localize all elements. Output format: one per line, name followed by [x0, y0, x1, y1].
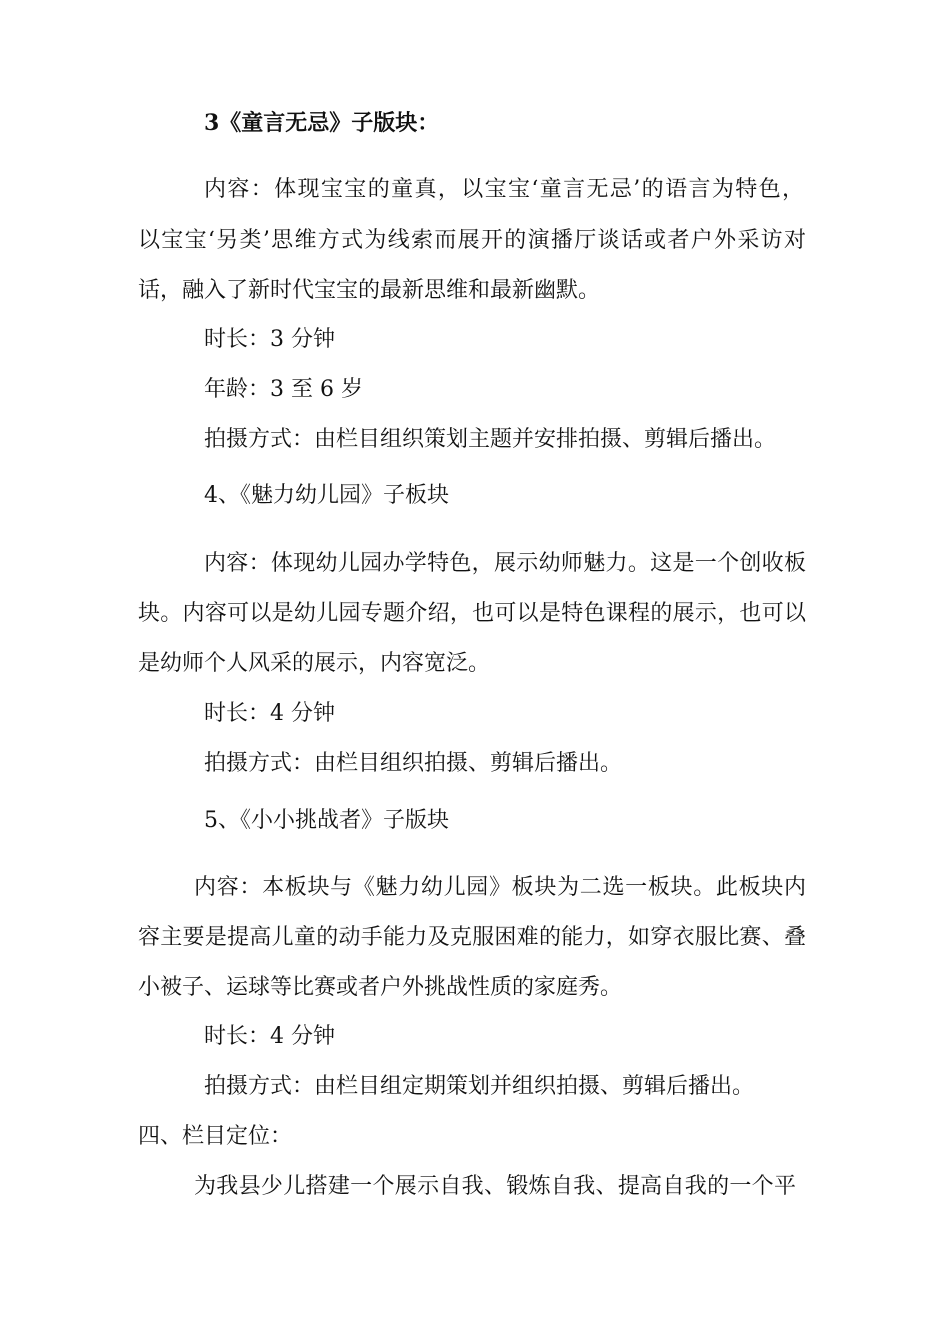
section-four-content-line-1: 为我县少儿搭建一个展示自我、锻炼自我、提高自我的一个平 — [194, 1174, 796, 1199]
section3-heading: 3《童言无忌》子版块： — [204, 110, 440, 136]
section4-heading: 4、《魅力幼儿园》子板块 — [204, 483, 449, 508]
section5-content-line-1: 内容：本板块与《魅力幼儿园》板块为二选一板块。此板块内 — [194, 875, 806, 900]
section4-duration: 时长：4 分钟 — [204, 701, 335, 726]
section4-content-line-1: 内容：体现幼儿园办学特色，展示幼师魅力。这是一个创收板 — [204, 551, 806, 576]
section5-duration: 时长：4 分钟 — [204, 1024, 335, 1049]
section3-content-line-1: 内容：体现宝宝的童真，以宝宝‘童言无忌’的语言为特色， — [204, 177, 804, 202]
section4-content-line-2: 块。内容可以是幼儿园专题介绍，也可以是特色课程的展示，也可以 — [138, 601, 806, 626]
section-four-heading: 四、栏目定位： — [138, 1124, 293, 1149]
section5-method: 拍摄方式：由栏目组定期策划并组织拍摄、剪辑后播出。 — [204, 1074, 755, 1099]
section3-method: 拍摄方式：由栏目组织策划主题并安排拍摄、剪辑后播出。 — [204, 427, 777, 452]
section5-content-line-3: 小被子、运球等比赛或者户外挑战性质的家庭秀。 — [138, 975, 623, 1000]
section5-heading: 5、《小小挑战者》子版块 — [204, 808, 449, 833]
section3-age: 年龄：3 至 6 岁 — [204, 377, 363, 402]
section3-content-line-3: 话，融入了新时代宝宝的最新思维和最新幽默。 — [138, 278, 601, 303]
section4-content-line-3: 是幼师个人风采的展示，内容宽泛。 — [138, 651, 491, 676]
section3-duration: 时长：3 分钟 — [204, 327, 335, 352]
section3-content-line-2: 以宝宝‘另类’思维方式为线索而展开的演播厅谈话或者户外采访对 — [138, 228, 806, 253]
section4-method: 拍摄方式：由栏目组织拍摄、剪辑后播出。 — [204, 751, 623, 776]
section5-content-line-2: 容主要是提高儿童的动手能力及克服困难的能力，如穿衣服比赛、叠 — [138, 925, 806, 950]
